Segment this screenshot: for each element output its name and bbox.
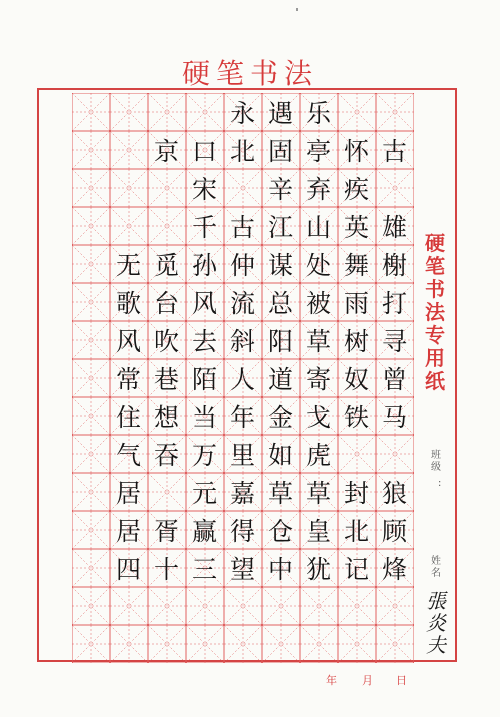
- calligraphy-char: 戈: [305, 402, 331, 432]
- class-label-char: 级: [431, 462, 441, 473]
- calligraphy-char: 常: [115, 364, 141, 394]
- calligraphy-char: 风: [115, 326, 141, 356]
- calligraphy-char: 舞: [343, 250, 369, 280]
- date-year-label: 年: [326, 674, 337, 687]
- side-title-char: 用: [425, 346, 445, 370]
- calligraphy-char: 犹: [305, 554, 331, 584]
- calligraphy-char: 弃: [305, 174, 331, 204]
- calligraphy-char: 狼: [381, 478, 407, 508]
- calligraphy-char: 去: [191, 326, 217, 356]
- calligraphy-char: 道: [267, 364, 293, 394]
- calligraphy-char: 得: [229, 516, 255, 546]
- calligraphy-char: 疾: [343, 174, 369, 204]
- calligraphy-char: 草: [305, 326, 331, 356]
- calligraphy-char: 想: [153, 402, 179, 432]
- calligraphy-char: 阳: [267, 326, 293, 356]
- calligraphy-char: 风: [191, 288, 217, 318]
- calligraphy-char: 被: [305, 288, 331, 318]
- signature-char: 夫: [426, 633, 446, 657]
- calligraphy-char: 陌: [191, 364, 217, 394]
- calligraphy-char: 三: [191, 554, 217, 584]
- date-month-label: 月: [362, 674, 373, 687]
- calligraphy-char: 年: [229, 402, 255, 432]
- calligraphy-char: 马: [381, 402, 407, 432]
- calligraphy-char: 当: [191, 402, 217, 432]
- calligraphy-char: 万: [191, 440, 217, 470]
- calligraphy-char: 处: [305, 250, 331, 280]
- calligraphy-char: 四: [115, 554, 141, 584]
- signature-char: 張: [426, 589, 446, 613]
- calligraphy-char: 草: [305, 478, 331, 508]
- calligraphy-char: 觅: [153, 250, 179, 280]
- calligraphy-char: 英: [343, 212, 369, 242]
- calligraphy-char: 记: [343, 554, 369, 584]
- calligraphy-char: 吞: [153, 440, 179, 470]
- calligraphy-char: 仲: [229, 250, 255, 280]
- class-label: [429, 450, 443, 474]
- calligraphy-char: 寻: [381, 326, 407, 356]
- calligraphy-char: 气: [115, 440, 141, 470]
- calligraphy-char: 古: [381, 136, 407, 166]
- calligraphy-char: 望: [229, 554, 255, 584]
- calligraphy-char: 中: [267, 554, 293, 584]
- calligraphy-char: 亭: [305, 136, 331, 166]
- calligraphy-char: 巷: [153, 364, 179, 394]
- calligraphy-char: 孙: [191, 250, 217, 280]
- calligraphy-char: 江: [267, 212, 293, 242]
- class-label-char: 班: [431, 450, 441, 461]
- side-title-char: 硬: [425, 231, 445, 255]
- date-day-label: 日: [396, 674, 407, 687]
- side-title-char: 专: [425, 323, 445, 347]
- calligraphy-char: 固: [267, 136, 293, 166]
- calligraphy-char: 口: [191, 136, 217, 166]
- calligraphy-char: 顾: [381, 516, 407, 546]
- calligraphy-char: 住: [115, 402, 141, 432]
- calligraphy-char: 辛: [267, 174, 293, 204]
- calligraphy-char: 北: [229, 136, 255, 166]
- calligraphy-char: 皇: [305, 516, 331, 546]
- calligraphy-char: 北: [343, 516, 369, 546]
- calligraphy-char: 仓: [267, 516, 293, 546]
- calligraphy-char: 虎: [305, 440, 331, 470]
- calligraphy-char: 吹: [153, 326, 179, 356]
- calligraphy-char: 人: [229, 364, 255, 394]
- calligraphy-char: 里: [229, 440, 255, 470]
- side-title: [420, 232, 450, 393]
- calligraphy-char: 永: [229, 98, 255, 128]
- side-title-char: 书: [425, 277, 445, 301]
- calligraphy-char: 无: [115, 250, 141, 280]
- calligraphy-char: 封: [343, 478, 369, 508]
- calligraphy-char: 宋: [191, 174, 217, 204]
- name-label-char: 姓: [431, 556, 441, 567]
- side-title-char: 笔: [425, 254, 445, 278]
- calligraphy-char: 千: [191, 212, 217, 242]
- calligraphy-char: 雨: [343, 288, 369, 318]
- calligraphy-char: 流: [229, 288, 255, 318]
- signature: [426, 590, 446, 656]
- calligraphy-char: 十: [153, 554, 179, 584]
- calligraphy-char: 铁: [343, 402, 369, 432]
- calligraphy-char: 寄: [305, 364, 331, 394]
- calligraphy-char: 嘉: [229, 478, 255, 508]
- calligraphy-char: 斜: [229, 326, 255, 356]
- print-mark: [296, 8, 298, 11]
- calligraphy-char: 打: [381, 288, 407, 318]
- calligraphy-char: 如: [267, 440, 293, 470]
- calligraphy-char: 古: [229, 212, 255, 242]
- calligraphy-char: 遇: [267, 98, 293, 128]
- page-title: 硬笔书法: [181, 57, 318, 90]
- signature-char: 炎: [426, 611, 446, 635]
- calligraphy-char: 台: [153, 288, 179, 318]
- calligraphy-char: 京: [153, 136, 179, 166]
- calligraphy-char: 烽: [381, 554, 407, 584]
- calligraphy-char: 谋: [267, 250, 293, 280]
- calligraphy-char: 金: [267, 402, 293, 432]
- calligraphy-char: 居: [115, 478, 141, 508]
- side-title-char: 法: [425, 300, 445, 324]
- calligraphy-char: 歌: [115, 288, 141, 318]
- calligraphy-char: 曾: [381, 364, 407, 394]
- calligraphy-char: 榭: [381, 250, 407, 280]
- class-colon: :: [438, 478, 442, 489]
- name-label: [429, 556, 443, 580]
- calligraphy-char: 雄: [381, 212, 407, 242]
- calligraphy-char: 赢: [191, 516, 217, 546]
- calligraphy-char: 怀: [343, 136, 369, 166]
- calligraphy-char: 草: [267, 478, 293, 508]
- calligraphy-char: 奴: [343, 364, 369, 394]
- calligraphy-char: 山: [305, 212, 331, 242]
- calligraphy-char: 胥: [153, 516, 179, 546]
- calligraphy-char: 乐: [305, 98, 331, 128]
- calligraphy-char: 树: [343, 326, 369, 356]
- calligraphy-char: 居: [115, 516, 141, 546]
- side-title-char: 纸: [425, 369, 445, 393]
- calligraphy-char: 元: [191, 478, 217, 508]
- calligraphy-char: 总: [267, 288, 293, 318]
- name-label-char: 名: [431, 568, 441, 579]
